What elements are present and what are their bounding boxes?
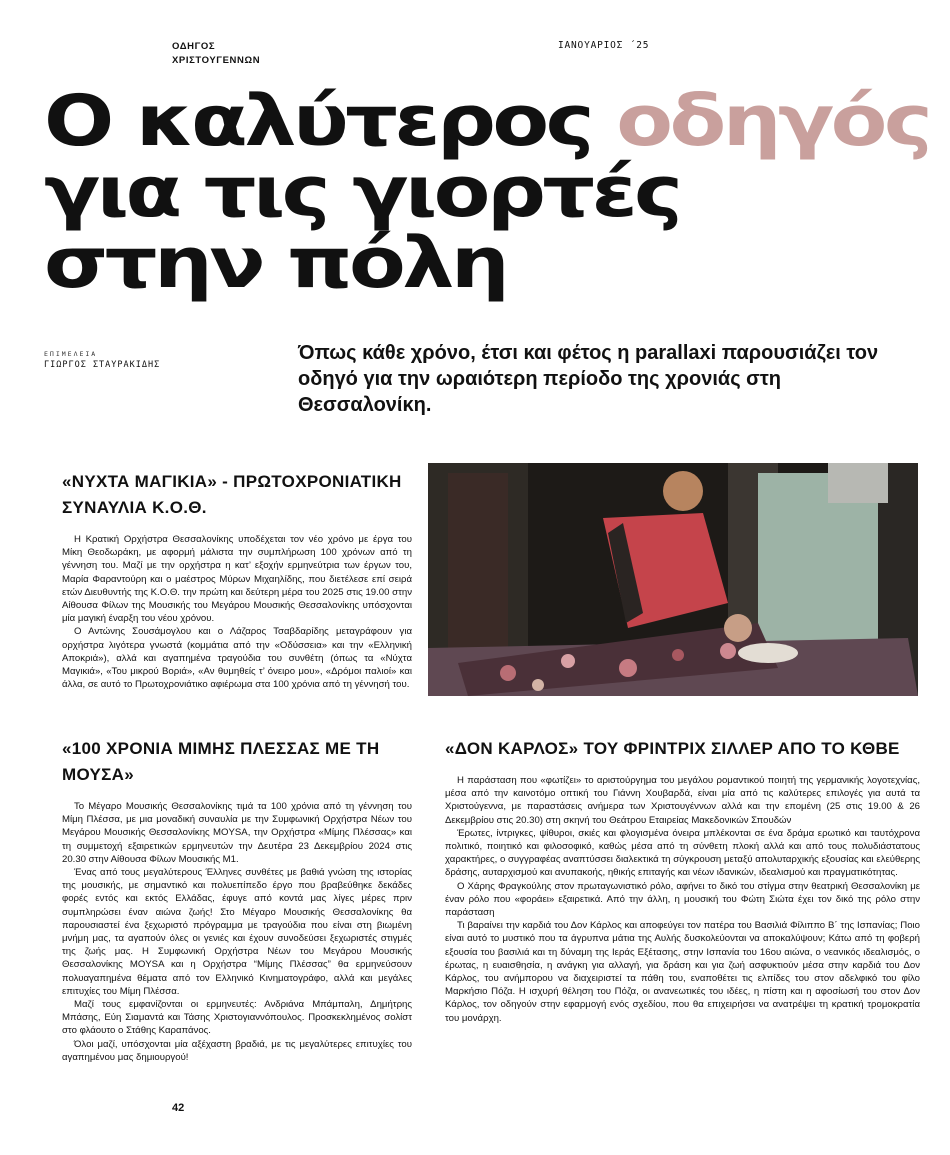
title-line2: για τις γιορτές (44, 151, 680, 233)
section-label-line2: ΧΡΙΣΤΟΥΓΕΝΝΩΝ (172, 55, 261, 66)
page-title (44, 80, 950, 304)
article-heading: «ΝΥΧΤΑ ΜΑΓΙΚΙΑ» - ΠΡΩΤΟΧΡΟΝΙΑΤΙΚΗ ΣΥΝΑΥΛΙΑ Κ.Ο.Θ. (62, 472, 402, 517)
article-paragraph: Όλοι μαζί, υπόσχονται μία αξέχαστη βραδιά, με τις μεγαλύτερες επιτυχίες του αγαπημένου μας δημιουργού! (62, 1038, 412, 1063)
article-paragraph: Μαζί τους εμφανίζονται οι ερμηνευτές: Ανδριάνα Μπάμπαλη, Δημήτρης Μπάσης, Εύη Σιαμαντά και Τάσης Χριστογιαννόπουλος. Προσκεκλημένος σολίστ στο φλάουτο ο Στάθης Καραπάνος. (62, 999, 412, 1037)
credit-name: ΓΙΩΡΓΟΣ ΣΤΑΥΡΑΚΙΔΗΣ (44, 360, 161, 370)
title-line3: στην πόλη (44, 222, 507, 304)
article-paragraph: Τι βαραίνει την καρδιά του Δον Κάρλος και αποφεύγει τον πατέρα του Βασιλιά Φίλιππο Β΄ της Ισπανίας; Ποιο είναι αυτό το μυστικό που τα άγρυπνα μάτια της Αυλής δυσκολεύονται να αποκαλύψουν; Κάτω από τη φοβερή εξουσία του βασιλιά και τη δύναμη της Ιεράς Εξέτασης, στην Ισπανία του 16ου αιώνα, ο νεανικός ιδεαλισμός, ο έρωτας, η ευαισθησία, η ανάγκη για αλλαγή, για δράση και για ζωή ασφυκτιούν μέσα στην καρδιά του Δον Κάρλος, του ανήμπορου να διαχειριστεί τα πάθη του, εναποθέτει τις ελπίδες του στον αδελφικό του φίλο Μαρκήσιο Πόζα. Η ισχυρή θέληση του Πόζα, οι ανανεωτικές του ιδέες, η πίστη και η αφοσίωσή του στον Δον Κάρλος, τον οδηγούν στην εφαρμογή ενός σχεδίου, που θα επιχειρήσει να ανατρέψει τη κρατική τρομοκρατία του μονάρχη. (445, 920, 920, 1024)
lead-paragraph: Όπως κάθε χρόνο, έτσι και φέτος η parallaxi παρουσιάζει τον οδηγό για την ωραιότερη περίοδο της χρονιάς στη Θεσσαλονίκη. (298, 342, 879, 416)
don-carlos-stage-photo (428, 463, 918, 696)
stage-photo-illustration (428, 463, 918, 696)
article-body (445, 774, 920, 1025)
article-paragraph: Ο Αντώνης Σουσάμογλου και ο Λάζαρος Τσαβδαρίδης μεταγράφουν για ορχήστρα λιγότερα γνωστά (κομμάτια από την «Οδύσσεια» και την «Ελληνική Αποκριά»), αλλά και αγαπημένα τραγούδια του συνθέτη (όπως τα «Νύχτα Μαγικιά», «Του μικρού Βοριά», «Αν θυμηθείς τ’ όνειρο μου», «Δρόμοι παλιοί» και άλλα, σε αυτό το Πρωτοχρονιάτικο αφιέρωμα στα 100 χρόνια από τη γέννησή του. (62, 626, 412, 691)
article-heading: «ΔΟΝ ΚΑΡΛΟΣ» ΤΟΥ ΦΡΙΝΤΡΙΧ ΣΙΛΛΕΡ ΑΠΟ ΤΟ ΚΘΒΕ (445, 739, 900, 758)
article-body (62, 533, 412, 691)
article-body (62, 800, 412, 1064)
article-mimis-plessas (62, 736, 412, 1064)
title-accent-word: οδηγός (616, 80, 930, 162)
article-heading: «100 ΧΡΟΝΙΑ ΜΙΜΗΣ ΠΛΕΣΣΑΣ ΜΕ ΤΗ ΜΟΥΣΑ» (62, 739, 380, 784)
page-number: 42 (172, 1102, 185, 1114)
article-paragraph: Η παράσταση που «φωτίζει» το αριστούργημα του μεγάλου ρομαντικού ποιητή της γερμανικής λογοτεχνίας, μέσα από την καινοτόμο οπτική του Γιάννη Χουβαρδά, είναι μία από τις καλύτερες επιλογές για αυτά τα Χριστούγεννα, με παραστάσεις ανήμερα των Χριστουγέννων αλλά και την επομένη (25 στις 19.00 & 26 Δεκεμβρίου στις 20.30) στη σκηνή του Θεάτρου Εταιρείας Μακεδονικών Σπουδών (445, 775, 920, 826)
article-paragraph: Έρωτες, ίντριγκες, ψίθυροι, σκιές και φλογισμένα όνειρα μπλέκονται σε ένα δράμα ερωτικό και ταυτόχρονα πολιτικό, ποιητικό και φιλοσοφικό, καθώς μέσα από τη σύνθετη πλοκή αλλά και από τους πολυδιάστατους χαρακτήρες, ο συγγραφέας αναπτύσσει διαλεκτικά τη σύγκρουση μεταξύ απολυταρχικής εξουσίας και ελεύθερης δράσης, αυταρχισμού και ανυπακοής, ηθικής επιταγής και νέων ιδανικών, ιδεαλισμού και πραγματικότητας. (445, 827, 920, 879)
article-paragraph: Το Μέγαρο Μουσικής Θεσσαλονίκης τιμά τα 100 χρόνια από τη γέννηση του Μίμη Πλέσσα, με μια μοναδική συναυλία με την Συμφωνική Ορχήστρα Νέων του Μεγάρου Μουσικής Θεσσαλονίκης MOYSA, την Ορχήστρα «Μίμης Πλέσσας» και τη συμμετοχή εξαιρετικών ερμηνευτών την Δευτέρα 23 Δεκεμβρίου 2024 στις 20.30 στην Αίθουσα Φίλων Μουσικής Μ1. (62, 801, 412, 865)
article-paragraph: Ένας από τους μεγαλύτερους Έλληνες συνθέτες με βαθιά γνώση της ιστορίας της μουσικής, με σημαντικό και πολυεπίπεδο έργο που βραβεύθηκε δεκάδες φορές εντός και εκτός Ελλάδας, έφυγε από κοντά μας λίγες μέρες πριν συμπληρώσει έναν αιώνα ζωής! Στο Μέγαρο Μουσικής Θεσσαλονίκης θα παρουσιαστεί ένα ξεχωριστό πρόγραμμα με τραγούδια που είναι στη βιωμένη μνήμη μας, τα αγαπούν όλες οι γενιές και έχουν συνοδεύσει ξεχωριστές στιγμές της ζωής μας. Η Συμφωνική Ορχήστρα Νέων του Μεγάρου Μουσικής Θεσσαλονίκης MOYSA και η Ορχήστρα “Μίμης Πλέσσας” θα ερμηνεύσουν πολυαγαπημένα θέματα από τον Ελληνικό Κινηματογράφο, αλλά και μεγάλες επιτυχίες του Μίμη Πλέσσα. (62, 867, 412, 997)
article-nyxta-magikia (62, 469, 412, 691)
section-label-line1: ΟΔΗΓΟΣ (172, 41, 216, 52)
article-don-karlos (445, 736, 920, 1025)
credit-role: ΕΠΙΜΕΛΕΙΑ (44, 350, 98, 358)
article-paragraph: Η Κρατική Ορχήστρα Θεσσαλονίκης υποδέχεται τον νέο χρόνο με έργα του Μίκη Θεοδωράκη, με αφορμή μάλιστα την συμπλήρωση 100 χρόνων από τη γέννηση του. Μαζί με την ορχήστρα η κατ’ εξοχήν ερμηνεύτρια των έργων του, Μαρία Φαραντούρη και ο μαέστρος Μύρων Μιχαηλίδης, που διετέλεσε επί σειρά ετών Διευθυντής της Κ.Ο.Θ. την πρώτη και δεύτερη μέρα του 2025 στις 19.00 στην Αίθουσα Φίλων της Μουσικής του Μεγάρου Μουσικής Θεσσαλονίκης υπόσχονται μία μαγική έναρξη του νέου χρόνου. (62, 534, 412, 625)
title-line1-start: Ο καλύτερος (44, 80, 592, 162)
section-label (172, 40, 260, 68)
article-paragraph: Ο Χάρης Φραγκούλης στον πρωταγωνιστικό ρόλο, αφήνει το δικό του στίγμα στην θεατρική Θεσσαλονίκη με έναν ρόλο που «φοράει» εξαιρετικά. Από την άλλη, η μουσική του Φώτη Σιώτα έχει τον δικό της ρόλο στην παράσταση (445, 880, 920, 919)
issue-date: ΙΑΝΟΥΑΡΙΟΣ ΄25 (558, 40, 650, 51)
